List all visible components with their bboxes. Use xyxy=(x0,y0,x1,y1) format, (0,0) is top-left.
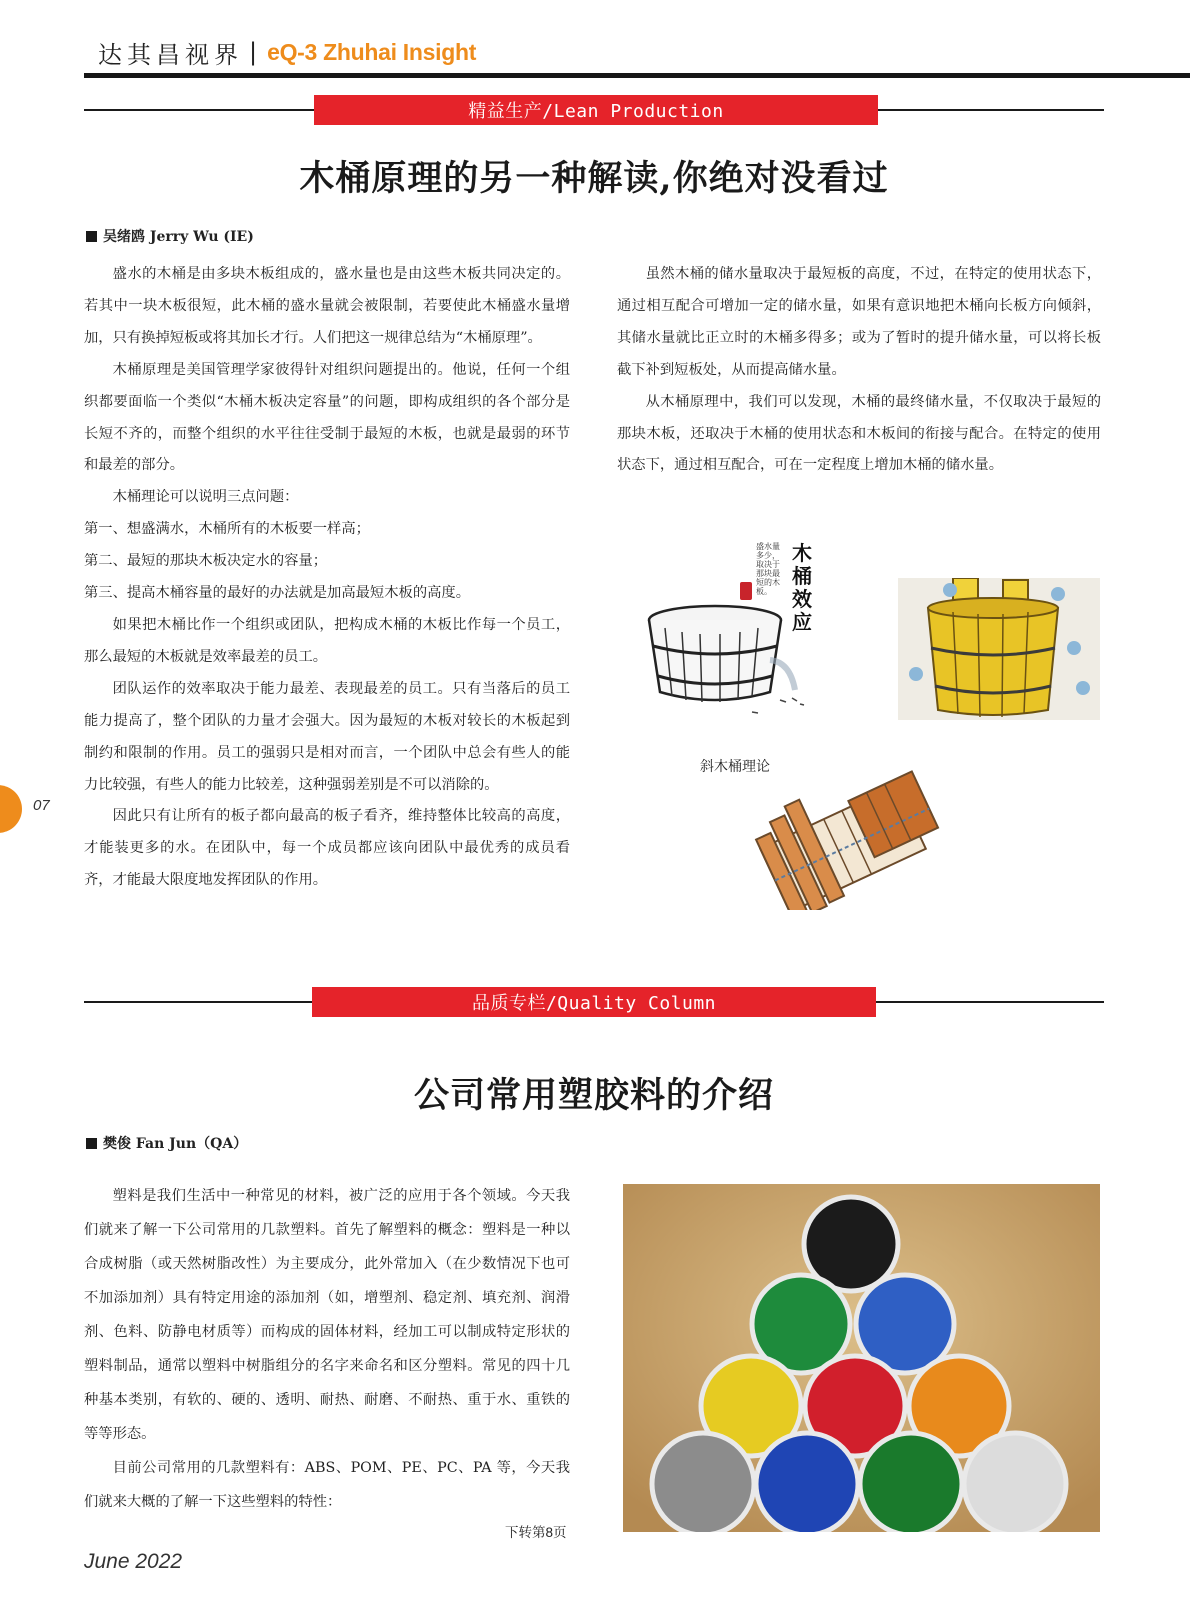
author-byline-2 xyxy=(86,1133,247,1153)
author-name: 吴绪鸥 Jerry Wu (IE) xyxy=(103,229,254,245)
paragraph: 塑料是我们生活中一种常见的材料，被广泛的应用于各个领域。今天我们就来了解一下公司常用的几款塑料。首先了解塑料的概念：塑料是一种以合成树脂（或天然树脂改性）为主要成分，此外常加入（在少数情况下也可不加添加剂）具有特定用途的添加剂（如，增塑剂、稳定剂、填充剂、润滑剂、色料、防静电材质等）而构成的固体材料，经加工可以制成特定形状的塑料制品，通常以塑料中树脂组分的名字来命名和区分塑料。常见的四十几种基本类别，有软的、硬的、透明、耐热、耐磨、不耐热、重于水、重铁的等等形态。 xyxy=(84,1188,570,1442)
paragraph: 因此只有让所有的板子都向最高的板子看齐，维持整体比较高的高度，才能装更多的水。在团队中，每一个成员都应该向团队中最优秀的成员看齐，才能最大限度地发挥团队的作用。 xyxy=(84,808,570,889)
brand-english: eQ-3 Zhuhai Insight xyxy=(267,38,477,65)
bullet-square-icon xyxy=(86,1138,97,1149)
page-tab-marker xyxy=(0,785,22,833)
paragraph: 如果把木桶比作一个组织或团队，把构成木桶的木板比作每一个员工，那么最短的木板就是效率最差的员工。 xyxy=(84,616,570,665)
red-seal-stamp xyxy=(740,582,752,600)
continued-notice: 下转第8页 xyxy=(505,1525,567,1540)
pellet-cups-graphic xyxy=(623,1184,1100,1532)
calligraphy-caption: 盛水量多少，取决于那块最短的木板。 xyxy=(756,542,780,596)
section-banner-lean xyxy=(84,95,1104,125)
yellow-bucket-illustration xyxy=(898,578,1100,720)
paragraph: 木桶原理是美国管理学家彼得针对组织问题提出的。他说，任何一个组织都要面临一个类似“木桶木板决定容量”的问题，即构成组织的各个部分是长短不齐的，而整个组织的水平往往受制于最短的木板，也就是最弱的环节和最差的部分。 xyxy=(84,361,570,474)
list-item: 第三、提高木桶容量的最好的办法就是加高最短木板的高度。 xyxy=(84,585,471,602)
issue-date: June 2022 xyxy=(84,1550,183,1573)
masthead xyxy=(98,32,476,72)
plastic-pellets-photo xyxy=(623,1184,1100,1532)
paragraph: 从木桶原理中，我们可以发现，木桶的最终储水量，不仅取决于最短的那块木板，还取决于木桶的使用状态和木板间的衔接与配合。在特定的使用状态下，通过相互配合，可在一定程度上增加木桶的储水量。 xyxy=(617,393,1101,474)
page-number: 07 xyxy=(33,797,50,814)
article1-right-column xyxy=(617,259,1101,482)
brand-chinese: 达其昌视界 xyxy=(98,40,243,69)
list-item: 第二、最短的那块木板决定水的容量； xyxy=(84,553,328,570)
calligraphy-title: 木桶效应 xyxy=(792,541,812,634)
paragraph: 目前公司常用的几款塑料有：ABS、POM、PE、PC、PA 等，今天我们就来大概的了解一下这些塑料的特性： xyxy=(84,1460,570,1510)
brand-separator: | xyxy=(249,38,258,66)
paragraph: 盛水的木桶是由多块木板组成的，盛水量也是由这些木板共同决定的。若其中一块木板很短，此木桶的盛水量就会被限制，若要使此木桶盛水量增加，只有换掉短板或将其加长才行。人们把这一规律总结为“木桶原理”。 xyxy=(84,266,570,346)
masthead-rule xyxy=(84,73,1190,78)
figure-label: 斜木桶理论 xyxy=(700,758,770,774)
author-name: 樊俊 Fan Jun（QA） xyxy=(103,1136,248,1152)
bullet-square-icon xyxy=(86,231,97,242)
author-byline-1 xyxy=(86,226,254,246)
article2-column xyxy=(84,1179,570,1519)
article-title-bucket: 木桶原理的另一种解读,你绝对没看过 xyxy=(299,158,889,199)
tilted-bucket-illustration xyxy=(745,760,955,910)
paragraph: 虽然木桶的储水量取决于最短板的高度，不过，在特定的使用状态下，通过相互配合可增加一定的储水量，如果有意识地把木桶向长板方向倾斜，其储水量就比正立时的木桶多得多；或为了暂时的提升储水量，可以将长板截下补到短板处，从而提高储水量。 xyxy=(617,266,1101,378)
paragraph: 木桶理论可以说明三点问题： xyxy=(112,489,299,506)
article-title-plastics: 公司常用塑胶料的介绍 xyxy=(413,1075,774,1116)
article1-left-column xyxy=(84,259,570,897)
section-label-quality: 品质专栏/Quality Column xyxy=(312,987,876,1017)
list-item: 第一、想盛满水，木桶所有的木板要一样高； xyxy=(84,521,370,538)
section-banner-quality xyxy=(84,987,1104,1017)
section-label-lean: 精益生产/Lean Production xyxy=(314,95,878,125)
paragraph: 团队运作的效率取决于能力最差、表现最差的员工。只有当落后的员工能力提高了，整个团队的力量才会强大。因为最短的木板对较长的木板起到制约和限制的作用。员工的强弱只是相对而言，一个团队中总会有些人的能力比较强，有些人的能力比较差，这种强弱差别是不可以消除的。 xyxy=(84,680,570,793)
